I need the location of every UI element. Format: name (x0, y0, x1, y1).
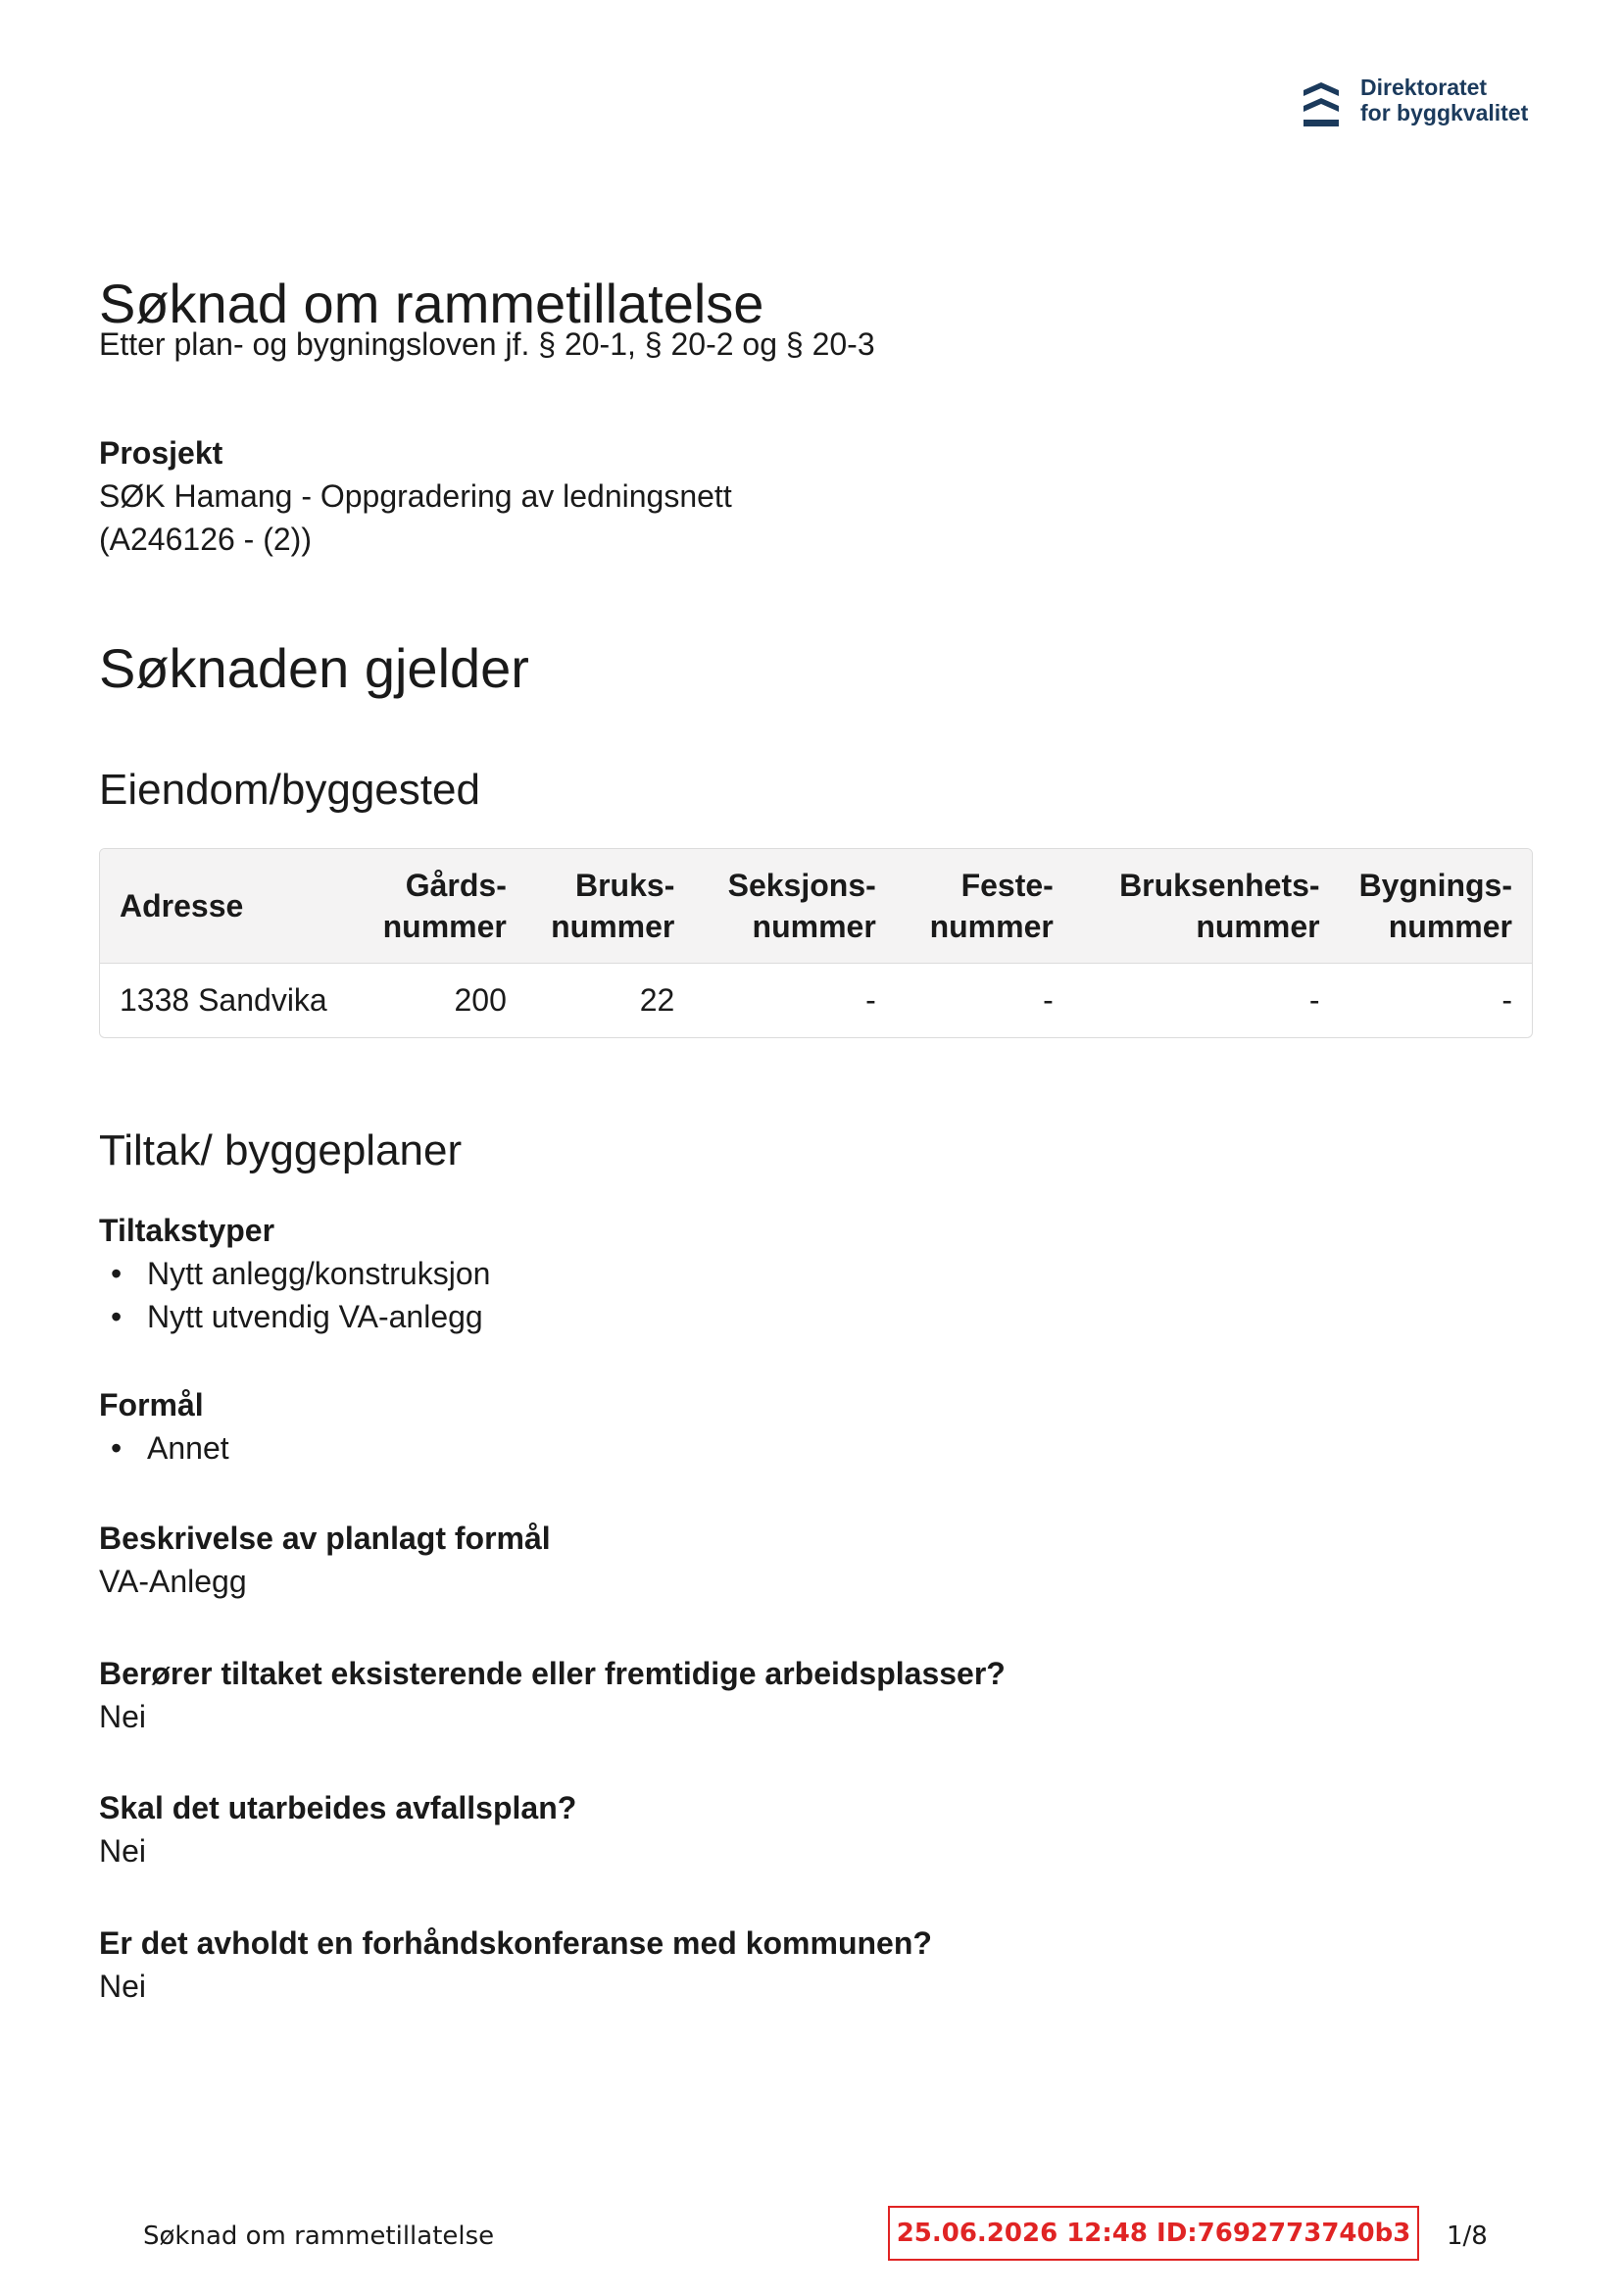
preconference-block (99, 1922, 932, 2008)
col-gardsnummer: Gårds- nummer (382, 867, 507, 944)
measures-heading: Tiltak/ byggeplaner (99, 1126, 463, 1174)
document-title: Søknad om rammetillatelse (99, 273, 764, 334)
workplaces-label: Berører tiltaket eksisterende eller fremtidige arbeidsplasser? (99, 1656, 1006, 1691)
col-adresse: Adresse (120, 887, 244, 923)
cell-bruksnummer: 22 (639, 981, 675, 1018)
workplaces-answer: Nei (99, 1699, 147, 1734)
project-ref: (A246126 - (2)) (99, 522, 312, 557)
property-heading: Eiendom/byggested (99, 766, 480, 814)
section-heading: Søknaden gjelder (99, 637, 529, 699)
list-item: • Annet (99, 1426, 229, 1470)
document-subtitle: Etter plan- og bygningsloven jf. § 20-1, § 20-2 og § 20-3 (99, 326, 875, 362)
table-row (100, 963, 1532, 1037)
logo-line-2: for byggkvalitet (1360, 100, 1529, 125)
workplaces-block (99, 1652, 1006, 1738)
cell-bruksenhetsnummer: - (1308, 981, 1320, 1018)
list-item: • Nytt utvendig VA-anlegg (99, 1295, 490, 1338)
footer-stamp: 25.06.2026 12:48 ID:7692773740b3 (888, 2206, 1419, 2261)
waste-plan-answer: Nei (99, 1833, 147, 1869)
cell-adresse: 1338 Sandvika (120, 981, 327, 1018)
page-number: 1/8 (1447, 2221, 1488, 2251)
description-value: VA-Anlegg (99, 1564, 247, 1599)
col-bruksenhetsnummer: Bruksenhets- nummer (1119, 867, 1320, 944)
description-block (99, 1517, 551, 1603)
dibk-logo-icon (1302, 80, 1341, 131)
logo-text (1360, 75, 1528, 125)
cell-festenummer: - (1043, 981, 1054, 1018)
logo-line-1: Direktoratet (1360, 75, 1488, 100)
cell-bygningsnummer: - (1501, 981, 1512, 1018)
list-item: • Nytt anlegg/konstruksjon (99, 1252, 490, 1295)
purpose-block (99, 1383, 229, 1470)
waste-plan-block (99, 1786, 576, 1872)
preconference-label: Er det avholdt en forhåndskonferanse med kommunen? (99, 1925, 932, 1961)
types-list (99, 1252, 490, 1338)
description-label: Beskrivelse av planlagt formål (99, 1521, 551, 1556)
footer-title: Søknad om rammetillatelse (143, 2221, 495, 2251)
purpose-label: Formål (99, 1387, 204, 1423)
purpose-list (99, 1426, 229, 1470)
project-block (99, 431, 732, 561)
types-label: Tiltakstyper (99, 1213, 275, 1248)
cell-gardsnummer: 200 (454, 981, 507, 1018)
types-block (99, 1209, 490, 1338)
table-header-row (100, 849, 1532, 963)
project-name: SØK Hamang - Oppgradering av ledningsnett (99, 478, 732, 514)
waste-plan-label: Skal det utarbeides avfallsplan? (99, 1790, 577, 1825)
col-bygningsnummer: Bygnings- nummer (1358, 867, 1512, 944)
project-label: Prosjekt (99, 435, 223, 471)
preconference-answer: Nei (99, 1969, 147, 2004)
col-seksjonsnummer: Seksjons- nummer (727, 867, 876, 944)
col-bruksnummer: Bruks- nummer (551, 867, 675, 944)
property-table (99, 848, 1533, 1038)
cell-seksjonsnummer: - (865, 981, 876, 1018)
col-festenummer: Feste- nummer (929, 867, 1054, 944)
logo (1302, 75, 1528, 131)
